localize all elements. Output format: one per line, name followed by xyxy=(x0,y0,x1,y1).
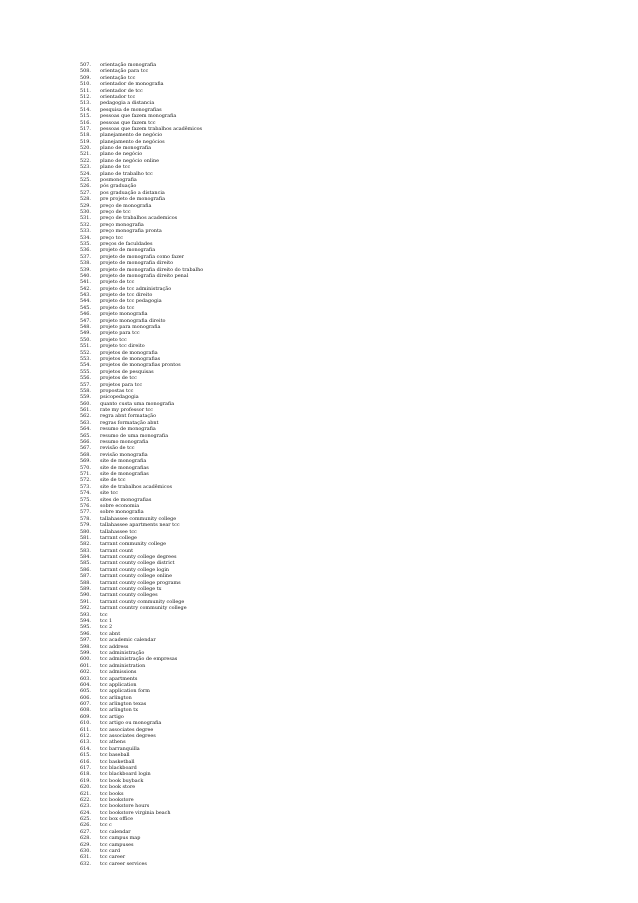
list-item-number: 586. xyxy=(80,566,91,573)
list-item-number: 514. xyxy=(80,106,91,113)
list-item-term: preço tcc xyxy=(100,234,124,241)
list-item-number: 628. xyxy=(80,835,91,842)
list-item-term: projetos de pesquisas xyxy=(100,368,154,375)
list-item-number: 575. xyxy=(80,496,91,503)
list-item-term: tcc apartments xyxy=(100,675,138,682)
list-item-number: 617. xyxy=(80,764,91,771)
keyword-list xyxy=(80,62,203,867)
list-item-number: 527. xyxy=(80,189,91,196)
list-item-term: tcc bookstore virginia beach xyxy=(100,809,171,816)
list-item-number: 561. xyxy=(80,407,91,414)
list-item-term: pessoas que fazem trabalhos acadêmicos xyxy=(100,125,203,132)
list-item-number: 510. xyxy=(80,81,91,88)
list-item-term: revisão monografia xyxy=(100,451,148,458)
list-item-term: tcc athens xyxy=(100,739,126,746)
list-item-number: 568. xyxy=(80,451,91,458)
list-item-number: 525. xyxy=(80,177,91,184)
list-item-term: preço de monografia xyxy=(100,202,152,209)
list-item-term: posmonografia xyxy=(100,177,137,184)
list-item-term: pesquisa de monografias xyxy=(100,106,162,113)
list-item-number: 567. xyxy=(80,445,91,452)
list-item-number: 602. xyxy=(80,669,91,676)
list-item-number: 570. xyxy=(80,464,91,471)
list-item-term: projeto do tcc xyxy=(100,304,135,311)
list-item-term: projeto tcc direito xyxy=(100,343,145,350)
list-item-number: 600. xyxy=(80,656,91,663)
list-item-term: resumo de uma monografia xyxy=(100,432,169,439)
list-item-term: planejamento de negócios xyxy=(100,138,165,145)
list-item-term: tcc books xyxy=(100,790,124,797)
list-item-number: 512. xyxy=(80,93,91,100)
list-item-number: 539. xyxy=(80,266,91,273)
list-item-number: 559. xyxy=(80,394,91,401)
list-item-term: projeto de tcc direito xyxy=(100,292,153,299)
list-item-term: sobre economia xyxy=(100,502,140,509)
list-item-term: projeto de monografia como fazer xyxy=(100,253,185,260)
list-item-term: preço de tcc xyxy=(100,208,131,215)
list-item-number: 548. xyxy=(80,324,91,331)
list-item-term: tcc arlington texas xyxy=(100,701,147,708)
list-item-number: 620. xyxy=(80,784,91,791)
list-item-number: 545. xyxy=(80,304,91,311)
list-item-term: propostas tcc xyxy=(100,387,134,394)
list-item-term: orientação para tcc xyxy=(100,68,149,75)
list-item-number: 601. xyxy=(80,662,91,669)
list-item-term: pos graduação a distancia xyxy=(100,189,165,196)
list-item-term: tcc arlington xyxy=(100,694,132,701)
list-item-number: 630. xyxy=(80,848,91,855)
list-item-number: 624. xyxy=(80,809,91,816)
list-item-term: tcc administração de empresas xyxy=(100,656,178,663)
list-item-term: tarrant county college tx xyxy=(100,586,162,593)
list-item-term: orientador de tcc xyxy=(100,87,143,94)
list-item-term: site de tcc xyxy=(100,477,126,484)
list-item-number: 528. xyxy=(80,196,91,203)
list-item-number: 616. xyxy=(80,758,91,765)
list-item-number: 622. xyxy=(80,796,91,803)
list-item-number: 547. xyxy=(80,317,91,324)
list-item-term: pessoas que fazem tcc xyxy=(100,119,156,126)
list-item-number: 599. xyxy=(80,649,91,656)
list-item-term: site de trabalhos acadêmicos xyxy=(100,483,173,490)
list-item-number: 613. xyxy=(80,739,91,746)
list-item-number: 557. xyxy=(80,381,91,388)
list-item-number: 538. xyxy=(80,260,91,267)
list-item-number: 519. xyxy=(80,138,91,145)
list-item-number: 626. xyxy=(80,822,91,829)
list-item-number: 591. xyxy=(80,598,91,605)
list-item-term: plano de monografia xyxy=(100,145,152,152)
list-item-term: tarrant county college programs xyxy=(100,579,181,586)
list-item-term: psicopedagogia xyxy=(100,394,139,401)
list-item-number: 593. xyxy=(80,611,91,618)
list-item-number: 535. xyxy=(80,240,91,247)
list-item-term: plano de trabalho tcc xyxy=(100,170,153,177)
list-item-term: preço de trabalhos academicos xyxy=(100,215,178,222)
list-item-term: tcc associates degree xyxy=(100,726,154,733)
list-item-term: tcc arlington tx xyxy=(100,707,138,714)
list-item-number: 529. xyxy=(80,202,91,209)
list-item-number: 558. xyxy=(80,387,91,394)
list-item xyxy=(80,861,203,867)
list-item-term: tcc career services xyxy=(100,860,147,867)
list-item-number: 603. xyxy=(80,675,91,682)
list-item-term: projeto de tcc administração xyxy=(100,285,172,292)
list-item-number: 534. xyxy=(80,234,91,241)
list-item-number: 550. xyxy=(80,336,91,343)
list-item-number: 615. xyxy=(80,752,91,759)
list-item-term: site tcc xyxy=(100,490,118,497)
list-item-term: projeto de monografia xyxy=(100,247,156,254)
list-item-term: tcc address xyxy=(100,643,129,650)
list-item-number: 520. xyxy=(80,145,91,152)
list-item-number: 595. xyxy=(80,624,91,631)
list-item-number: 522. xyxy=(80,157,91,164)
list-item-term: tcc artigo xyxy=(100,713,124,720)
list-item-term: projetos de monografia xyxy=(100,349,158,356)
list-item-number: 569. xyxy=(80,458,91,465)
list-item-number: 541. xyxy=(80,279,91,286)
list-item-number: 564. xyxy=(80,426,91,433)
list-item-term: tcc administration xyxy=(100,662,146,669)
list-item-term: tarrant county college online xyxy=(100,573,172,580)
list-item-term: tcc barranquilla xyxy=(100,745,140,752)
list-item-number: 554. xyxy=(80,362,91,369)
list-item-term: tallahassee community college xyxy=(100,515,177,522)
list-item-term: projeto de tcc pedagogia xyxy=(100,298,162,305)
list-item-term: tcc campus map xyxy=(100,835,141,842)
list-item-number: 518. xyxy=(80,132,91,139)
list-item-number: 526. xyxy=(80,183,91,190)
list-item-number: 563. xyxy=(80,419,91,426)
list-item-number: 573. xyxy=(80,483,91,490)
list-item-number: 594. xyxy=(80,617,91,624)
list-item-term: plano de negócio online xyxy=(100,157,160,164)
list-item-number: 611. xyxy=(80,726,91,733)
list-item-term: regra abnt formatação xyxy=(100,413,157,420)
list-item-term: projetos para tcc xyxy=(100,381,143,388)
list-item-number: 597. xyxy=(80,637,91,644)
list-item-number: 509. xyxy=(80,74,91,81)
list-item-number: 607. xyxy=(80,701,91,708)
list-item-term: preços de faculdades xyxy=(100,240,153,247)
list-item-number: 592. xyxy=(80,605,91,612)
list-item-number: 531. xyxy=(80,215,91,222)
list-item-term: tcc book store xyxy=(100,784,136,791)
list-item-number: 614. xyxy=(80,745,91,752)
list-item-number: 625. xyxy=(80,816,91,823)
list-item-number: 623. xyxy=(80,803,91,810)
list-item-term: tarrant county colleges xyxy=(100,592,158,599)
list-item-number: 517. xyxy=(80,125,91,132)
list-item-number: 605. xyxy=(80,688,91,695)
list-item-term: tallahassee tcc xyxy=(100,528,137,535)
list-item-number: 612. xyxy=(80,733,91,740)
list-item-term: tcc blackboard xyxy=(100,764,137,771)
list-item-term: tcc academic calendar xyxy=(100,637,156,644)
list-item-term: tarrant county college district xyxy=(100,560,175,567)
list-item-term: plano de tcc xyxy=(100,164,131,171)
list-item-term: projeto para tcc xyxy=(100,330,140,337)
list-item-number: 552. xyxy=(80,349,91,356)
list-item-term: projeto tcc xyxy=(100,336,127,343)
list-item-number: 596. xyxy=(80,630,91,637)
list-item-term: pedagogia a distancia xyxy=(100,100,155,107)
list-item-term: tcc admissions xyxy=(100,669,137,676)
list-item-term: tcc application xyxy=(100,681,137,688)
list-item-number: 507. xyxy=(80,62,91,68)
list-item-term: tarrant community college xyxy=(100,541,166,548)
list-item-term: site de monografias xyxy=(100,464,149,471)
list-item-number: 511. xyxy=(80,87,91,94)
list-item-term: projeto de monografia direito do trabalho xyxy=(100,266,204,273)
list-item-number: 565. xyxy=(80,432,91,439)
list-item-term: projetos de monografias prontos xyxy=(100,362,181,369)
list-item-term: resumo monografia xyxy=(100,439,149,446)
list-item-number: 576. xyxy=(80,502,91,509)
list-item-term: tcc campuses xyxy=(100,841,134,848)
list-item-number: 562. xyxy=(80,413,91,420)
list-item-term: tarrant county community college xyxy=(100,598,185,605)
list-item-term: orientação monografia xyxy=(100,62,157,68)
list-item-number: 533. xyxy=(80,228,91,235)
list-item-term: projetos de tcc xyxy=(100,375,137,382)
list-item-term: tarrant county college login xyxy=(100,566,170,573)
list-item-term: projeto para monografia xyxy=(100,324,161,331)
list-item-term: tcc c xyxy=(100,822,112,829)
list-item-number: 577. xyxy=(80,509,91,516)
list-item-number: 587. xyxy=(80,573,91,580)
list-item-term: planejamento de negócio xyxy=(100,132,163,139)
list-item-number: 516. xyxy=(80,119,91,126)
list-item-term: tallahassee apartments near tcc xyxy=(100,522,180,529)
list-item-number: 580. xyxy=(80,528,91,535)
list-item-number: 619. xyxy=(80,777,91,784)
list-item-number: 584. xyxy=(80,554,91,561)
list-item-term: tarrant college xyxy=(100,534,137,541)
list-item-number: 524. xyxy=(80,170,91,177)
list-item-number: 581. xyxy=(80,534,91,541)
list-item-term: site de monografias xyxy=(100,471,149,477)
list-item-term: tcc xyxy=(100,611,108,618)
list-item-number: 627. xyxy=(80,828,91,835)
list-item-number: 540. xyxy=(80,272,91,279)
list-item-number: 560. xyxy=(80,400,91,407)
list-item-number: 608. xyxy=(80,707,91,714)
list-item-term: tcc bookstore hours xyxy=(100,803,150,810)
list-item-number: 588. xyxy=(80,579,91,586)
list-item-term: tarrant count xyxy=(100,547,134,554)
list-item-number: 508. xyxy=(80,68,91,75)
list-item-number: 551. xyxy=(80,343,91,350)
list-item-term: projeto de tcc xyxy=(100,279,135,286)
list-item-number: 606. xyxy=(80,694,91,701)
list-item-number: 621. xyxy=(80,790,91,797)
list-item-number: 532. xyxy=(80,221,91,228)
list-item-number: 549. xyxy=(80,330,91,337)
list-item-term: pessoas que fazem monografia xyxy=(100,113,177,120)
list-item-number: 598. xyxy=(80,643,91,650)
list-item-term: sobre monografia xyxy=(100,509,144,516)
list-item-number: 585. xyxy=(80,560,91,567)
list-item-term: rate my professor tcc xyxy=(100,407,154,414)
list-item-number: 618. xyxy=(80,771,91,778)
list-item-term: tarrant county college degrees xyxy=(100,554,177,561)
list-item-term: tcc calendar xyxy=(100,828,131,835)
list-item-term: projeto monografia xyxy=(100,311,148,318)
list-item-number: 523. xyxy=(80,164,91,171)
list-item-number: 582. xyxy=(80,541,91,548)
list-item-term: preço monografia xyxy=(100,221,144,228)
list-item-number: 629. xyxy=(80,841,91,848)
list-item-number: 544. xyxy=(80,298,91,305)
list-item-number: 543. xyxy=(80,292,91,299)
list-item-term: projeto monografia direito xyxy=(100,317,166,324)
list-item-term: tcc application form xyxy=(100,688,150,695)
list-item-number: 566. xyxy=(80,439,91,446)
list-item-term: regras formatação abnt xyxy=(100,419,159,426)
list-item-term: tcc card xyxy=(100,848,121,855)
list-item-number: 604. xyxy=(80,681,91,688)
list-item-term: pre projeto de monografia xyxy=(100,196,166,203)
list-item-number: 578. xyxy=(80,515,91,522)
list-item-number: 537. xyxy=(80,253,91,260)
list-item-term: tcc bookstore xyxy=(100,796,134,803)
list-item-number: 542. xyxy=(80,285,91,292)
list-item-term: tcc abnt xyxy=(100,630,121,637)
list-item-number: 530. xyxy=(80,208,91,215)
list-item-term: tcc book buyback xyxy=(100,777,144,784)
list-item-term: tcc administração xyxy=(100,649,145,656)
list-item-number: 571. xyxy=(80,471,91,477)
list-item-number: 579. xyxy=(80,522,91,529)
list-item-term: tarrant country community college xyxy=(100,605,187,612)
list-item-number: 583. xyxy=(80,547,91,554)
list-item-number: 631. xyxy=(80,854,91,861)
list-item-term: plano de negócio xyxy=(100,151,143,158)
list-item-term: sites de monografias xyxy=(100,496,152,503)
list-item-term: tcc associates degrees xyxy=(100,733,156,740)
list-item-number: 632. xyxy=(80,860,91,867)
list-item-term: revisão de tcc xyxy=(100,445,135,452)
list-item-term: tcc 2 xyxy=(100,624,113,631)
list-item-number: 521. xyxy=(80,151,91,158)
list-item-term: tcc baseball xyxy=(100,752,130,759)
list-item-number: 536. xyxy=(80,247,91,254)
list-item-number: 610. xyxy=(80,720,91,727)
list-item-number: 589. xyxy=(80,586,91,593)
list-item-term: preço monografia pronta xyxy=(100,228,162,235)
list-item-term: projeto de monografia direito xyxy=(100,260,174,267)
list-item-number: 572. xyxy=(80,477,91,484)
list-item-number: 513. xyxy=(80,100,91,107)
list-item-term: tcc 1 xyxy=(100,617,113,624)
list-item-term: orientador de monografia xyxy=(100,81,164,88)
list-item-term: orientador tcc xyxy=(100,93,136,100)
list-item-term: orientação tcc xyxy=(100,74,136,81)
list-item-term: site de monografia xyxy=(100,458,147,465)
list-item-term: pós graduação xyxy=(100,183,137,190)
list-item-term: projeto de monografia direito penal xyxy=(100,272,189,279)
list-item-term: quanto custa uma monografia xyxy=(100,400,175,407)
list-item-number: 546. xyxy=(80,311,91,318)
list-item-number: 609. xyxy=(80,713,91,720)
list-item-term: resumo de monografia xyxy=(100,426,156,433)
list-item-term: tcc career xyxy=(100,854,126,861)
list-item-number: 555. xyxy=(80,368,91,375)
list-item-number: 556. xyxy=(80,375,91,382)
list-item-term: tcc artigo ou monografia xyxy=(100,720,162,727)
list-item-term: projetos de monografias xyxy=(100,355,161,362)
list-item-number: 590. xyxy=(80,592,91,599)
list-item-number: 574. xyxy=(80,490,91,497)
list-item-number: 553. xyxy=(80,355,91,362)
list-item-number: 515. xyxy=(80,113,91,120)
list-item-term: tcc blackboard login xyxy=(100,771,151,778)
list-item-term: tcc box office xyxy=(100,816,134,823)
list-item-term: tcc basketball xyxy=(100,758,135,765)
